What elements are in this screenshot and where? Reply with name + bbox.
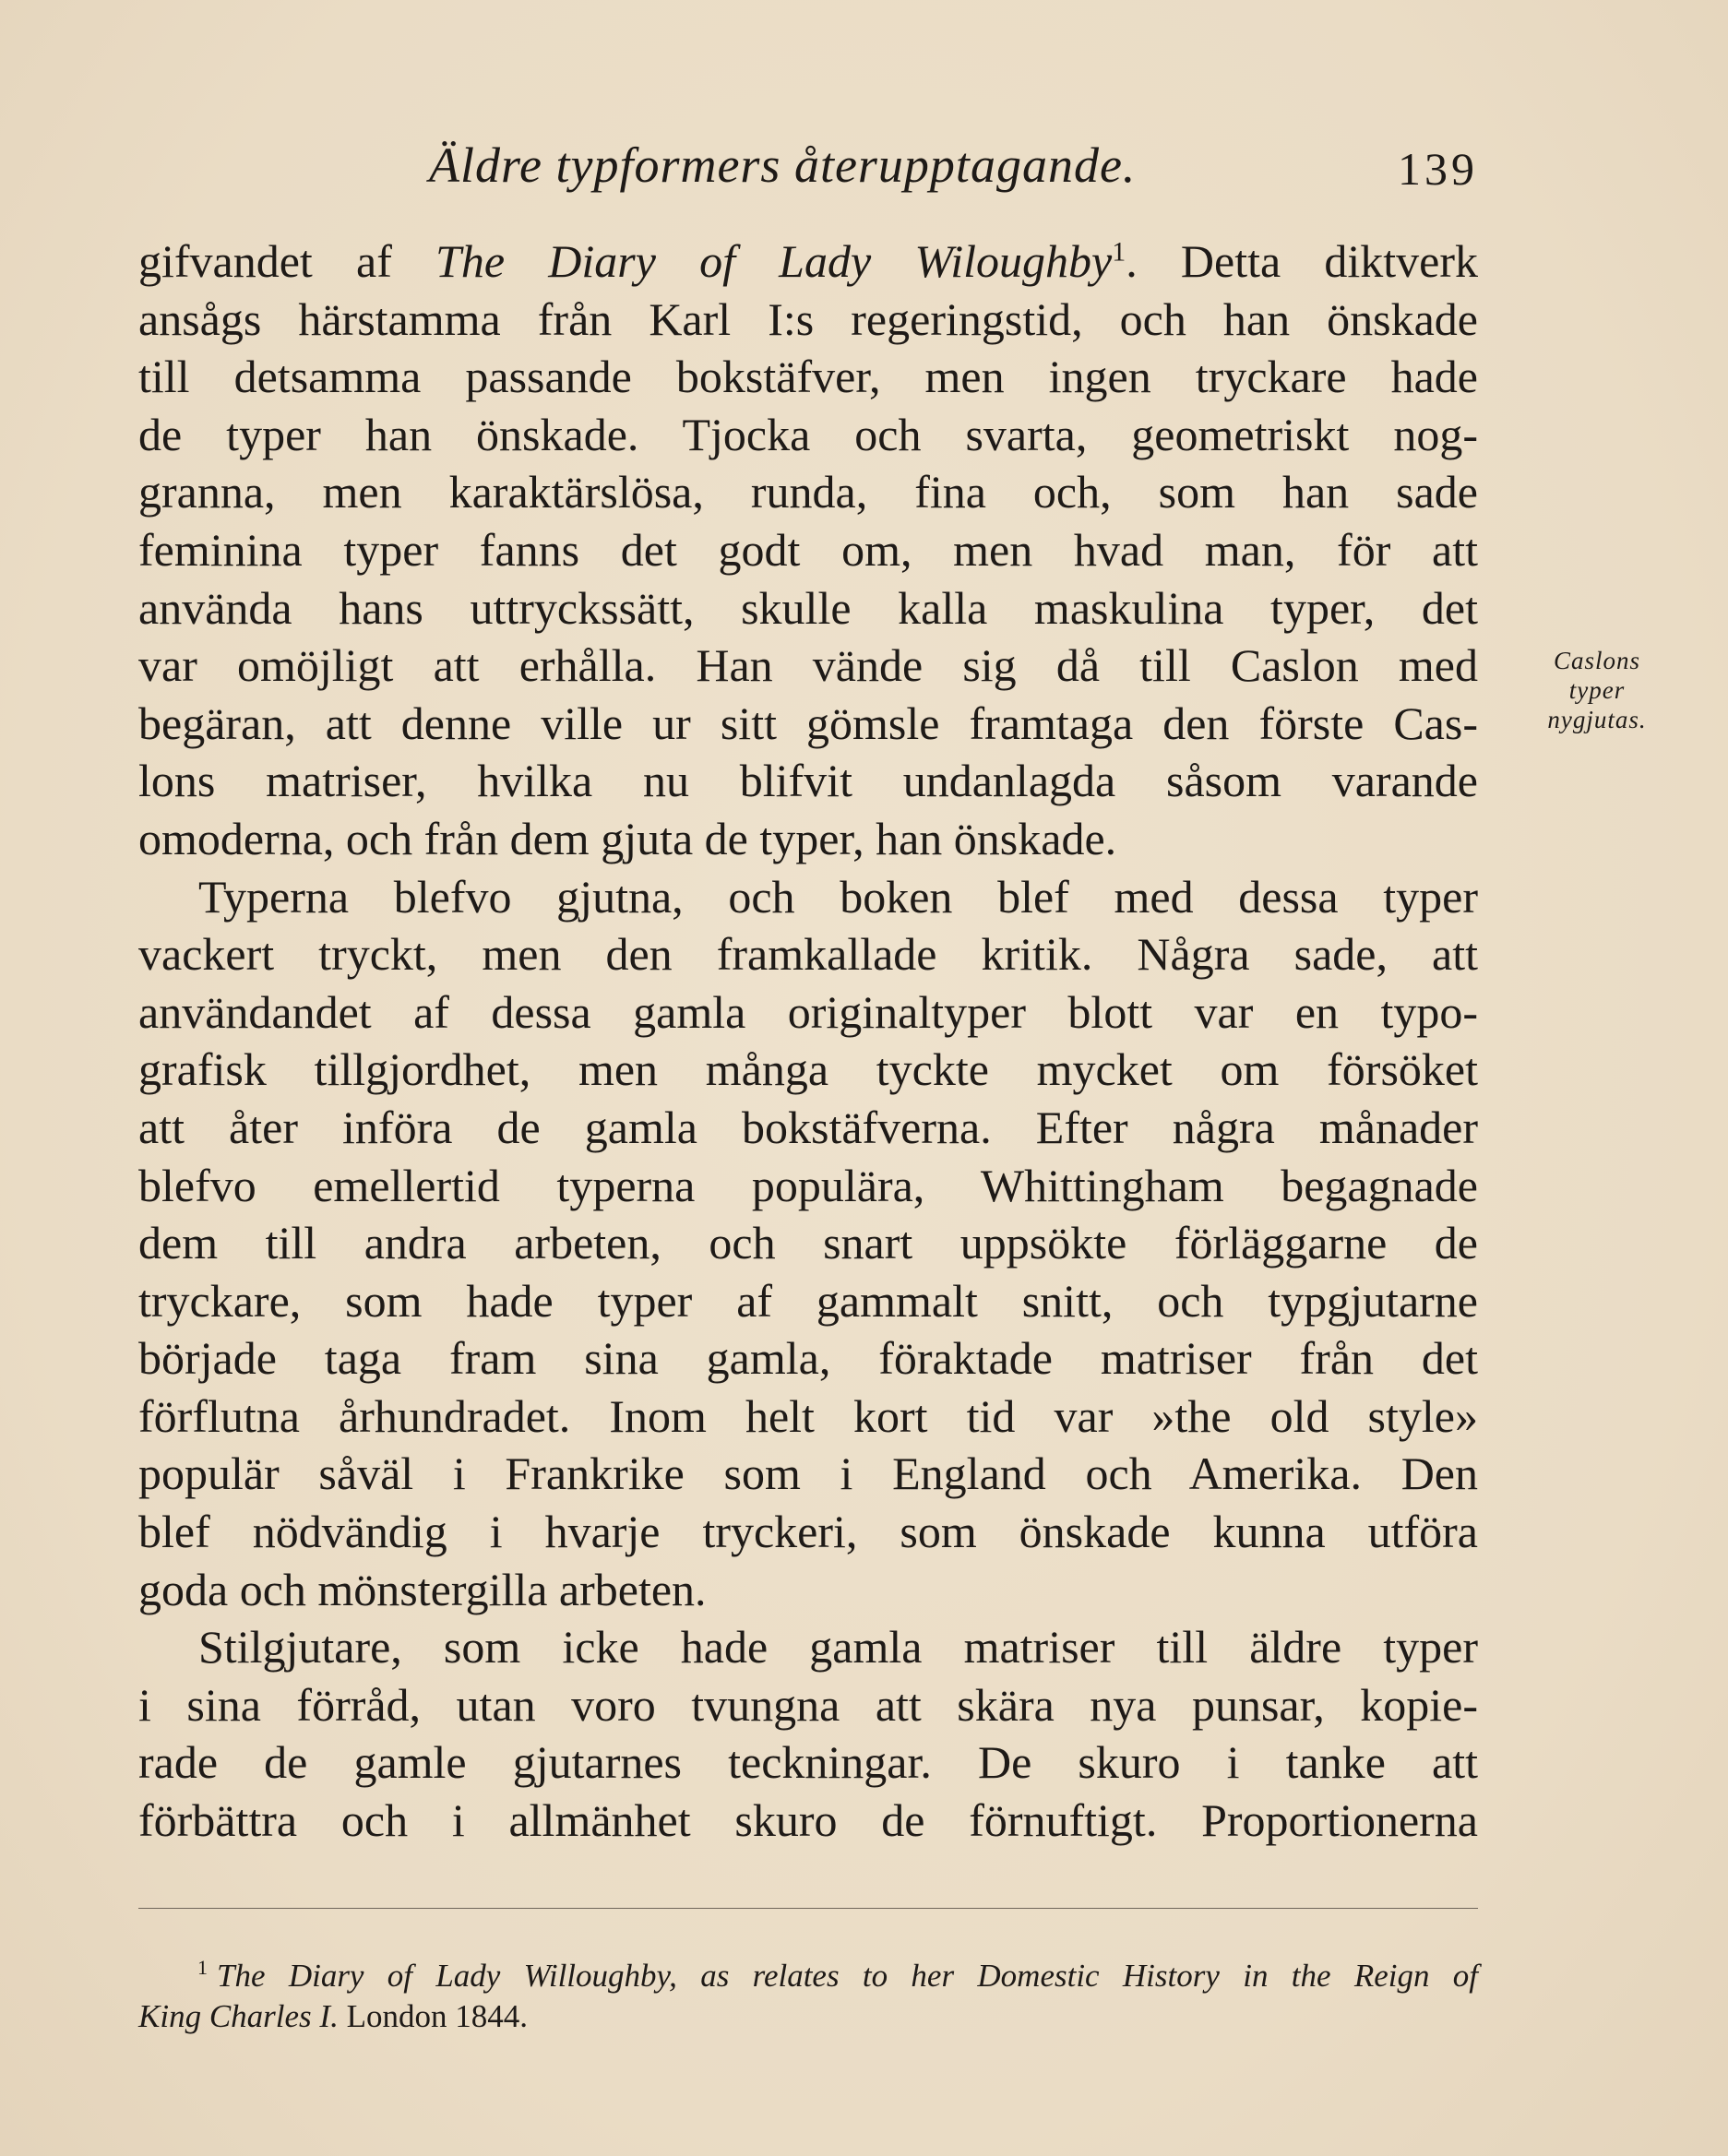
text-line: lons matriser, hvilka nu blifvit undanlagda såsom varande [138,755,1478,807]
text-line: begäran, att denne ville ur sitt gömsle framtaga den förste Cas- [138,697,1478,749]
page-number: 139 [1398,143,1478,195]
running-header-title: Äldre typformers återupptagande. [429,137,1137,193]
text-line: förbättra och i allmänhet skuro de förnuftigt. Proportionerna [138,1794,1478,1847]
footnote-mark: 1 [197,1956,208,1980]
text-line: i sina förråd, utan voro tvungna att skära nya punsar, kopie- [138,1678,1478,1731]
book-title-reference: The Diary of Lady Wiloughby [435,235,1113,287]
text-line: att åter införa de gamla bokstäfverna. Efter några månader [138,1101,1478,1153]
text-line: ansågs härstamma från Karl I:s regeringstid, och han önskade [138,292,1478,345]
text-line: blefvo emellertid typerna populära, Whittingham begagnade [138,1159,1478,1211]
margin-note-line: nygjutas. [1547,706,1647,733]
text-line: rade de gamle gjutarnes teckningar. De skuro i tanke att [138,1736,1478,1789]
text-line: blef nödvändig i hvarje tryckeri, som önskade kunna utföra [138,1506,1478,1558]
text-line: grafisk tillgjordhet, men många tyckte mycket om försöket [138,1043,1478,1096]
margin-note-line: typer [1568,676,1626,704]
text-line: vackert tryckt, men den framkallade kritik. Några sade, att [138,928,1478,981]
text-line: feminina typer fanns det godt om, men hvad man, för att [138,523,1478,576]
body-text [138,232,1478,1850]
paragraph-start-line: Typerna blefvo gjutna, och boken blef med dessa typer [198,870,1478,923]
text-line: goda och mönstergilla arbeten. [138,1563,707,1615]
text-line: populär såväl i Frankrike som i England och Amerika. Den [138,1447,1478,1500]
text-line: de typer han önskade. Tjocka och svarta, geometriskt nog- [138,408,1478,460]
footnote-line: $^1$ The Diary of Lady Willoughby, as relates to her Domestic History in the Reign of [197,1956,1478,1994]
text-line: användandet af dessa gamla originaltyper blott var en typo- [138,985,1478,1038]
text-line: omoderna, och från dem gjuta de typer, han önskade. [138,812,1117,864]
footnote-reference-mark: 1 [1112,236,1126,268]
text-line: granna, men karaktärslösa, runda, fina och, som han sade [138,466,1478,518]
footnote [138,1956,1478,2037]
text-line: började taga fram sina gamla, föraktade matriser från det [138,1332,1478,1385]
paragraph-start-line: Stilgjutare, som icke hade gamla matriser till äldre typer [198,1621,1478,1674]
footnote-line: King Charles I. London 1844. [138,1998,528,2034]
text-line: använda hans uttryckssätt, skulle kalla maskulina typer, det [138,581,1478,634]
text-line: var omöjligt att erhålla. Han vände sig då till Caslon med [138,639,1478,692]
footnote-divider [138,1908,1478,1909]
text-line: dem till andra arbeten, och snart uppsökte förläggarne de [138,1217,1478,1269]
text-line: förflutna århundradet. Inom helt kort tid var »the old style» [138,1389,1478,1442]
margin-note-line: Caslons [1553,647,1641,674]
text-line: tryckare, som hade typer af gammalt snitt, och typgjutarne [138,1274,1478,1327]
text-line: till detsamma passande bokstäfver, men ingen tryckare hade [138,351,1478,403]
margin-note [1509,646,1685,734]
text-line: gifvandet af The Diary of Lady Wiloughby$^1$. Detta diktverk [138,235,1478,287]
